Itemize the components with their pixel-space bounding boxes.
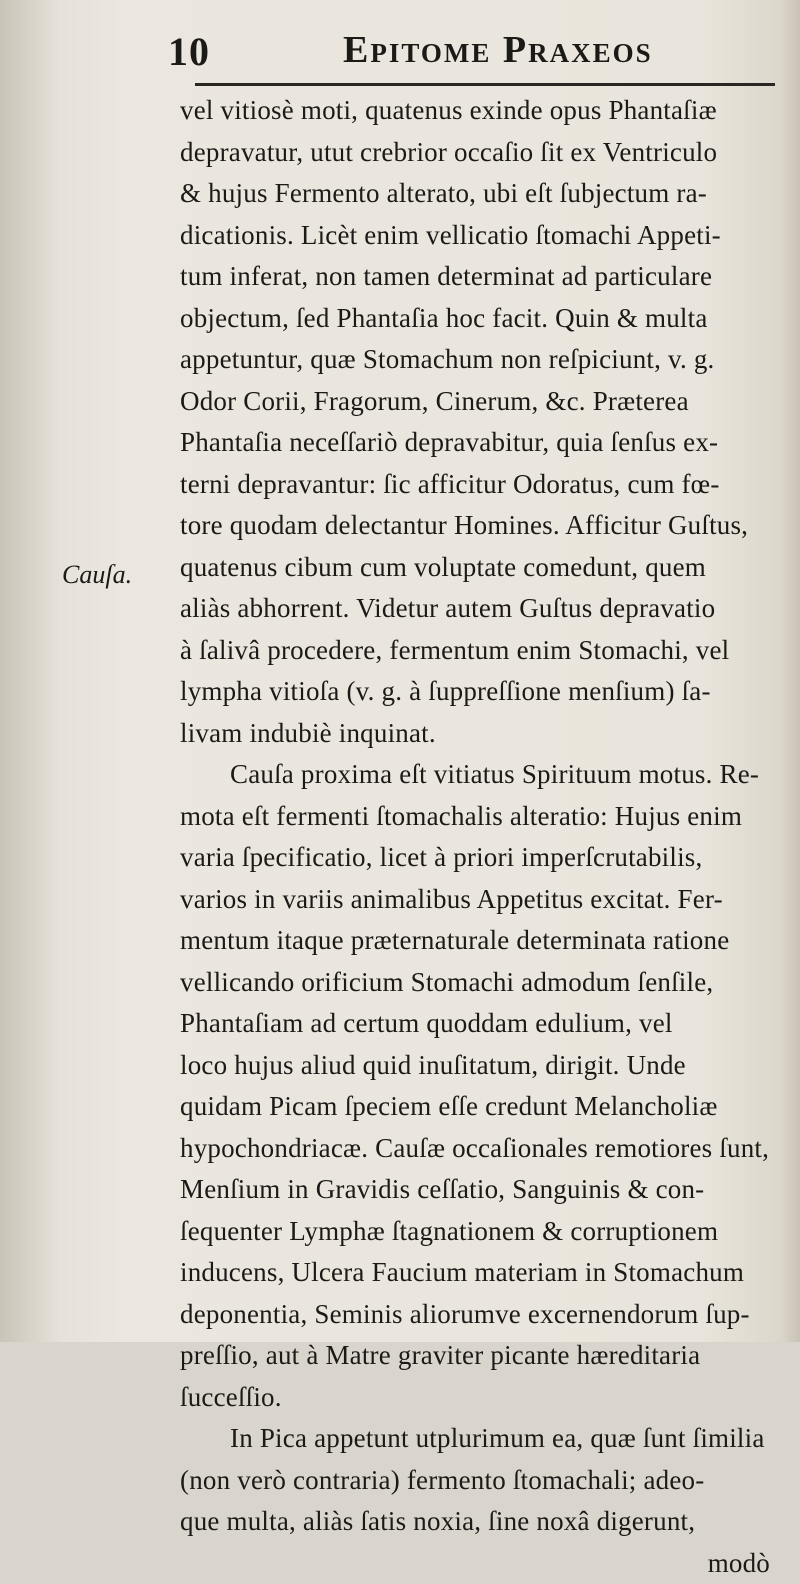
text-line: Menſium in Gravidis ceſſatio, Sanguinis & con- xyxy=(180,1169,780,1211)
running-title: Epitome Praxeos xyxy=(343,28,653,72)
text-line: mentum itaque præternaturale determinata ratione xyxy=(180,920,780,962)
text-line: aliàs abhorrent. Videtur autem Guſtus depravatio xyxy=(180,588,780,630)
text-line: quidam Picam ſpeciem eſſe credunt Melancholiæ xyxy=(180,1086,780,1128)
text-line: ſucceſſio. xyxy=(180,1377,780,1419)
text-line: lympha vitioſa (v. g. à ſuppreſſione menſium) ſa- xyxy=(180,671,780,713)
text-line: depravatur, utut crebrior occaſio ſit ex Ventriculo xyxy=(180,132,780,174)
text-line: objectum, ſed Phantaſia hoc facit. Quin & multa xyxy=(180,298,780,340)
text-line: vel vitiosè moti, quatenus exinde opus Phantaſiæ xyxy=(180,90,780,132)
text-line: Phantaſiam ad certum quoddam edulium, vel xyxy=(180,1003,780,1045)
text-line: varia ſpecificatio, licet à priori imperſcrutabilis, xyxy=(180,837,780,879)
text-line: loco hujus aliud quid inuſitatum, dirigit. Unde xyxy=(180,1045,780,1087)
body-text xyxy=(180,90,780,1584)
text-line: In Pica appetunt utplurimum ea, quæ ſunt ſimilia xyxy=(180,1418,780,1460)
text-line: que multa, aliàs ſatis noxia, ſine noxâ digerunt, xyxy=(180,1501,780,1543)
text-line: appetuntur, quæ Stomachum non reſpiciunt, v. g. xyxy=(180,339,780,381)
text-line: terni depravantur: ſic afficitur Odoratus, cum fœ- xyxy=(180,464,780,506)
text-line: varios in variis animalibus Appetitus excitat. Fer- xyxy=(180,879,780,921)
text-line: hypochondriacæ. Cauſæ occaſionales remotiores ſunt, xyxy=(180,1128,780,1170)
text-line: Odor Corii, Fragorum, Cinerum, &c. Præterea xyxy=(180,381,780,423)
text-line: Phantaſia neceſſariò depravabitur, quia ſenſus ex- xyxy=(180,422,780,464)
text-line: tore quodam delectantur Homines. Afficitur Guſtus, xyxy=(180,505,780,547)
text-line: dicationis. Licèt enim vellicatio ſtomachi Appeti- xyxy=(180,215,780,257)
text-line: mota eſt fermenti ſtomachalis alteratio: Hujus enim xyxy=(180,796,780,838)
text-line: ſequenter Lymphæ ſtagnationem & corruptionem xyxy=(180,1211,780,1253)
text-line: à ſalivâ procedere, fermentum enim Stomachi, vel xyxy=(180,630,780,672)
text-line: Cauſa proxima eſt vitiatus Spirituum motus. Re- xyxy=(180,754,780,796)
header-rule xyxy=(195,83,775,86)
text-line: tum inferat, non tamen determinat ad particulare xyxy=(180,256,780,298)
text-line: & hujus Fermento alterato, ubi eſt ſubjectum ra- xyxy=(180,173,780,215)
text-line: livam indubiè inquinat. xyxy=(180,713,780,755)
text-line: vellicando orificium Stomachi admodum ſenſile, xyxy=(180,962,780,1004)
text-line: quatenus cibum cum voluptate comedunt, quem xyxy=(180,547,780,589)
page-header xyxy=(168,28,768,78)
text-line: preſſio, aut à Matre graviter picante hæreditaria xyxy=(180,1335,780,1377)
text-line: (non verò contraria) fermento ſtomachali; adeo- xyxy=(180,1460,780,1502)
text-line: deponentia, Seminis aliorumve excernendorum ſup- xyxy=(180,1294,780,1336)
page-number: 10 xyxy=(168,28,210,75)
text-line: inducens, Ulcera Faucium materiam in Stomachum xyxy=(180,1252,780,1294)
catchword: modò xyxy=(180,1543,780,1584)
margin-note: Cauſa. xyxy=(62,560,132,590)
